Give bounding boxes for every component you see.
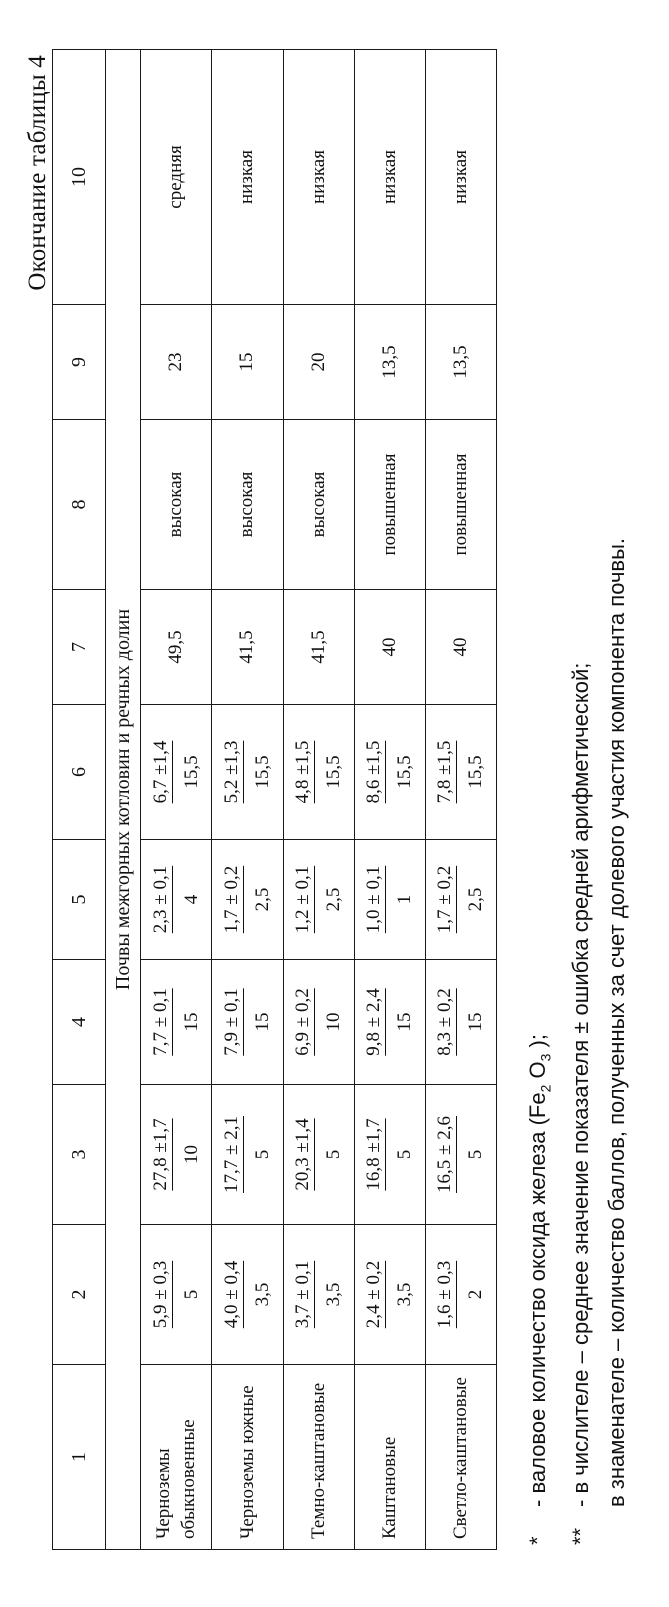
score-value: 20	[283, 305, 354, 420]
footnote-1	[520, 538, 563, 1545]
denominator: 15	[394, 1012, 416, 1032]
soil-name: Черноземы обыкновенные	[141, 1365, 212, 1550]
soil-name: Темно-каштановые	[283, 1365, 354, 1550]
subscript: 2	[537, 1084, 554, 1093]
denominator: 5	[323, 1149, 345, 1160]
numerator: 9,8 ± 2,4	[363, 988, 385, 1056]
header-row	[53, 50, 106, 1550]
fraction-cell	[425, 1225, 496, 1365]
fraction-cell	[212, 840, 283, 960]
score-value: 13,5	[425, 305, 496, 420]
denominator: 5	[180, 1289, 202, 1300]
column-header: 1	[53, 1365, 106, 1550]
footnote-2	[563, 538, 599, 1545]
column-header: 5	[53, 840, 106, 960]
fraction-cell	[212, 1225, 283, 1365]
fraction-cell	[141, 960, 212, 1085]
denominator: 5	[251, 1149, 273, 1160]
denominator: 2	[465, 1289, 487, 1300]
fraction-cell	[425, 840, 496, 960]
denominator: 5	[465, 1149, 487, 1160]
table-row	[354, 50, 425, 1550]
level-value: низкая	[283, 50, 354, 305]
fraction-cell	[425, 1085, 496, 1225]
denominator: 15,5	[251, 755, 273, 789]
denominator: 5	[394, 1149, 416, 1160]
numerator: 5,9 ± 0,3	[149, 1260, 171, 1329]
level-value: низкая	[212, 50, 283, 305]
column-header: 6	[53, 705, 106, 840]
soil-table	[52, 49, 497, 1550]
numerator: 4,8 ±1,5	[292, 740, 314, 804]
section-row	[106, 50, 141, 1550]
fraction-cell	[283, 705, 354, 840]
total-score: 40	[425, 590, 496, 705]
table-row	[425, 50, 496, 1550]
table-row	[283, 50, 354, 1550]
denominator: 3,5	[323, 1282, 345, 1307]
numerator: 3,7 ± 0,1	[292, 1260, 314, 1329]
denominator: 2,5	[465, 887, 487, 912]
footnote-text: );	[525, 1034, 550, 1054]
numerator: 8,3 ± 0,2	[434, 988, 456, 1056]
fertility-class: высокая	[283, 420, 354, 590]
soil-name: Светло-каштановые	[425, 1365, 496, 1550]
fertility-class: повышенная	[354, 420, 425, 590]
denominator: 15	[465, 1012, 487, 1032]
total-score: 40	[354, 590, 425, 705]
fraction-cell	[141, 705, 212, 840]
column-header: 7	[53, 590, 106, 705]
table-continuation-title: Окончание таблицы 4	[24, 55, 51, 291]
fraction-cell	[354, 705, 425, 840]
numerator: 16,5 ± 2,6	[434, 1116, 456, 1193]
denominator: 15	[251, 1012, 273, 1032]
fraction-cell	[283, 960, 354, 1085]
level-value: низкая	[425, 50, 496, 305]
column-header: 10	[53, 50, 106, 305]
level-value: низкая	[354, 50, 425, 305]
footnote-text: O	[525, 1061, 550, 1085]
denominator: 15,5	[323, 755, 345, 789]
footnote-mark: **	[568, 1527, 594, 1545]
numerator: 17,7 ± 2,1	[220, 1116, 242, 1193]
subscript: 3	[537, 1053, 554, 1062]
numerator: 5,2 ±1,3	[220, 740, 242, 804]
table-row	[141, 50, 212, 1550]
denominator: 15	[180, 1012, 202, 1032]
fraction-cell	[283, 1085, 354, 1225]
section-label: Почвы межгорных котловин и речных долин	[106, 50, 141, 1550]
fraction-cell	[212, 1085, 283, 1225]
score-value: 13,5	[354, 305, 425, 420]
denominator: 10	[323, 1012, 345, 1032]
column-header: 4	[53, 960, 106, 1085]
fraction-cell	[283, 840, 354, 960]
footnote-text: - в числителе – среднее значение показателя ± ошибка средней арифметической;	[568, 662, 594, 1507]
footnotes	[520, 538, 635, 1545]
denominator: 15,5	[465, 755, 487, 789]
numerator: 1,0 ± 0,1	[363, 865, 385, 934]
numerator: 6,7 ±1,4	[149, 740, 171, 804]
fraction-cell	[354, 1085, 425, 1225]
fraction-cell	[212, 705, 283, 840]
numerator: 8,6 ±1,5	[363, 740, 385, 804]
footnote-2-continuation: в знаменателе – количество баллов, полученных за счет долевого участия компонента почвы.	[604, 537, 630, 1507]
denominator: 3,5	[394, 1282, 416, 1307]
numerator: 1,7 ± 0,2	[434, 865, 456, 934]
score-value: 23	[141, 305, 212, 420]
total-score: 41,5	[212, 590, 283, 705]
denominator: 15,5	[394, 755, 416, 789]
numerator: 7,8 ±1,5	[434, 740, 456, 804]
fraction-cell	[212, 960, 283, 1085]
column-header: 8	[53, 420, 106, 590]
fraction-cell	[283, 1225, 354, 1365]
numerator: 7,7 ± 0,1	[149, 988, 171, 1056]
soil-name: Каштановые	[354, 1365, 425, 1550]
numerator: 1,2 ± 0,1	[292, 865, 314, 934]
fraction-cell	[425, 705, 496, 840]
fraction-cell	[141, 840, 212, 960]
column-header: 9	[53, 305, 106, 420]
denominator: 3,5	[251, 1282, 273, 1307]
fraction-cell	[354, 840, 425, 960]
numerator: 1,6 ± 0,3	[434, 1260, 456, 1329]
column-header: 3	[53, 1085, 106, 1225]
fertility-class: высокая	[141, 420, 212, 590]
numerator: 2,3 ± 0,1	[149, 865, 171, 934]
fraction-cell	[425, 960, 496, 1085]
fraction-cell	[141, 1085, 212, 1225]
score-value: 15	[212, 305, 283, 420]
denominator: 15,5	[180, 755, 202, 789]
numerator: 20,3 ±1,4	[292, 1118, 314, 1191]
fertility-class: высокая	[212, 420, 283, 590]
total-score: 49,5	[141, 590, 212, 705]
numerator: 7,9 ± 0,1	[220, 988, 242, 1056]
denominator: 1	[394, 894, 416, 905]
numerator: 6,9 ± 0,2	[292, 988, 314, 1056]
denominator: 4	[180, 894, 202, 905]
total-score: 41,5	[283, 590, 354, 705]
numerator: 16,8 ±1,7	[363, 1118, 385, 1191]
denominator: 2,5	[323, 887, 345, 912]
soil-name: Черноземы южные	[212, 1365, 283, 1550]
fraction-cell	[354, 960, 425, 1085]
level-value: средняя	[141, 50, 212, 305]
fraction-cell	[354, 1225, 425, 1365]
fraction-cell	[141, 1225, 212, 1365]
numerator: 4,0 ± 0,4	[220, 1260, 242, 1329]
footnote-mark: *	[525, 1536, 550, 1545]
column-header: 2	[53, 1225, 106, 1365]
fertility-class: повышенная	[425, 420, 496, 590]
denominator: 2,5	[251, 887, 273, 912]
numerator: 1,7 ± 0,2	[220, 865, 242, 934]
numerator: 27,8 ±1,7	[149, 1118, 171, 1191]
denominator: 10	[180, 1145, 202, 1164]
footnote-text: - валовое количество оксида железа (Fe	[525, 1092, 550, 1507]
table-row	[212, 50, 283, 1550]
numerator: 2,4 ± 0,2	[363, 1260, 385, 1329]
